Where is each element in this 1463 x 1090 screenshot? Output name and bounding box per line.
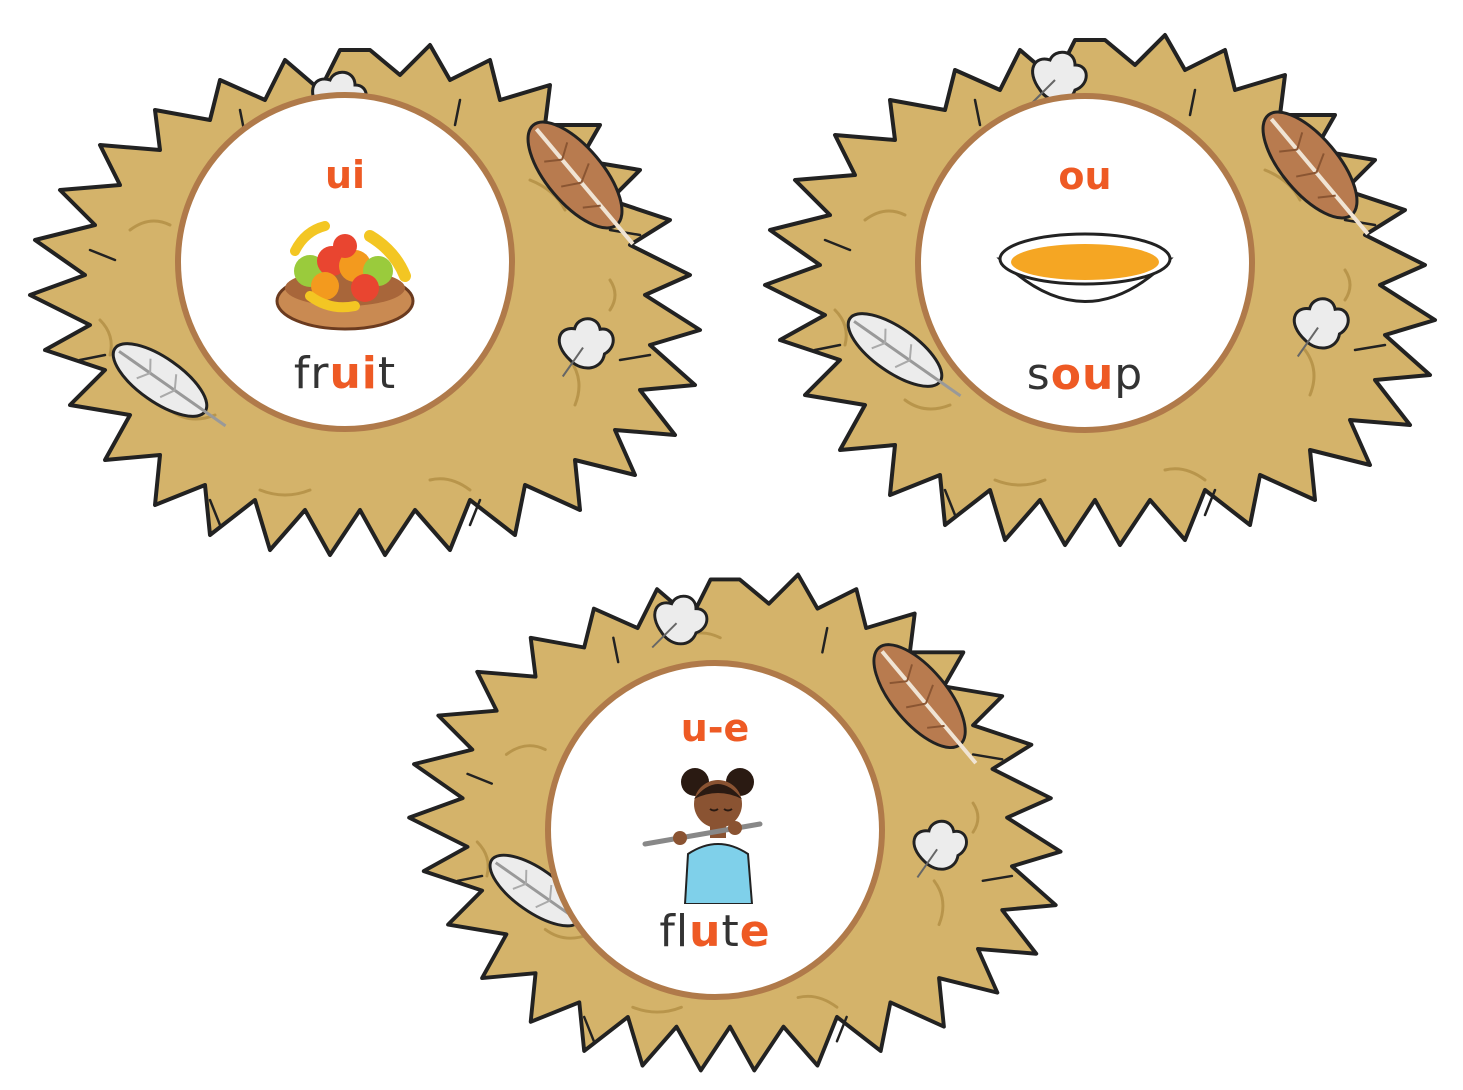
grapheme-label: u-e — [680, 706, 750, 750]
word-part: t — [377, 348, 397, 399]
word-card — [175, 92, 515, 432]
fruit-bowl-icon — [270, 216, 420, 340]
girl-playing-flute-icon — [640, 764, 790, 908]
word-part-highlight: ui — [329, 348, 378, 399]
grapheme-label: ui — [324, 153, 366, 197]
word-card — [545, 660, 885, 1000]
word-card — [915, 93, 1255, 433]
word-label — [551, 906, 879, 957]
word-part: p — [1114, 349, 1144, 400]
word-part: fr — [293, 348, 330, 399]
nest-card-soup — [735, 20, 1455, 560]
soup-bowl-icon — [990, 224, 1180, 328]
word-part-highlight: e — [739, 906, 771, 957]
word-part-highlight: ou — [1050, 349, 1115, 400]
grapheme-label: ou — [1058, 154, 1112, 198]
word-label — [921, 349, 1249, 400]
nest-card-fruit — [0, 30, 720, 570]
word-part-highlight: u — [689, 906, 722, 957]
word-part: t — [721, 906, 740, 957]
word-part: fl — [659, 906, 690, 957]
word-part: s — [1026, 349, 1051, 400]
word-label — [181, 348, 509, 399]
nest-card-flute — [370, 560, 1090, 1085]
